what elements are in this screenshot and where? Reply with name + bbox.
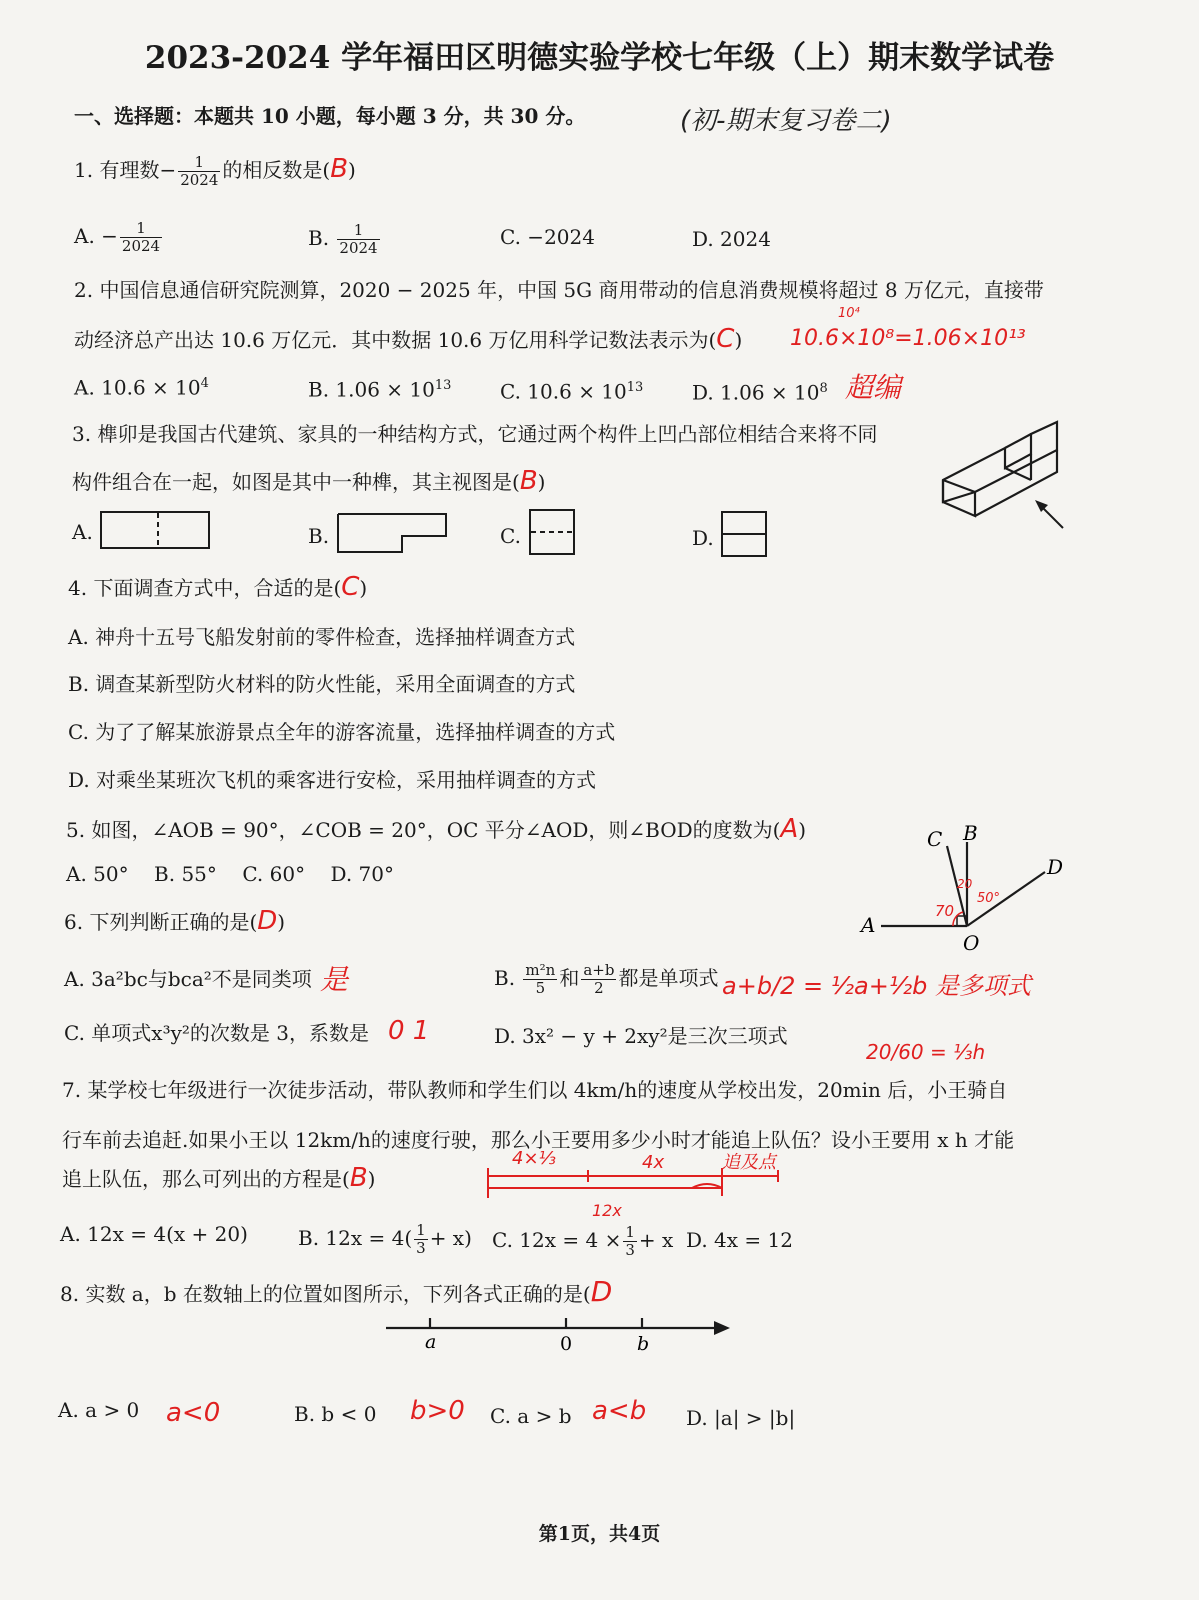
q7-close: )	[367, 1167, 376, 1191]
q2-note: 超编	[845, 371, 902, 404]
q6-opt-b-frac2	[581, 962, 616, 997]
q4-stem-text: 4. 下面调查方式中，合适的是(	[68, 576, 342, 600]
q1-answer: B	[330, 154, 349, 184]
q8-option-b: B. b < 0	[294, 1402, 377, 1426]
q1-option-a	[74, 220, 164, 255]
q1-opt-b-den: 2024	[339, 239, 378, 257]
q3-tenon-figure	[935, 420, 1075, 535]
q2-opt-d-base: D. 1.06 × 10	[692, 380, 820, 405]
q2-opt-a-exp: 4	[200, 376, 209, 391]
q6-answer: D	[257, 906, 278, 936]
q6-opt-b-frac1	[523, 962, 557, 997]
q7-line3-text: 追上队伍，那么可列出的方程是(	[62, 1167, 350, 1191]
q1-option-d: D. 2024	[692, 227, 771, 251]
q3-option-d-figure	[720, 510, 770, 560]
q1-opt-b-pre: B.	[308, 226, 336, 250]
q1-option-c: C. −2024	[500, 225, 595, 249]
q8-label-b: b	[637, 1333, 650, 1355]
q6-opt-b-post: 都是单项式	[618, 966, 719, 990]
q3-line1: 3. 榫卯是我国古代建筑、家具的一种结构方式，它通过两个构件上凹凸部位相结合来将不同	[72, 422, 878, 446]
q7-opt-b-pre: B. 12x = 4(	[298, 1226, 413, 1250]
q8-option-c-note: a<b	[592, 1396, 647, 1426]
q1-opt-a-den: 2024	[121, 237, 161, 255]
q1-fraction	[178, 154, 220, 189]
q8-axis-arrow-icon	[714, 1321, 730, 1335]
q5-stem	[66, 814, 807, 844]
q2-opt-c-base: C. 10.6 × 10	[500, 379, 627, 404]
q1-opt-b-num: 1	[337, 222, 379, 240]
q3-option-a-label: A.	[72, 520, 93, 544]
q8-stem	[60, 1275, 613, 1308]
q3-close: )	[537, 470, 546, 494]
q5-mark-70: 70	[935, 902, 955, 920]
q7-opt-c-den: 3	[625, 1241, 635, 1259]
q5-angle-figure	[855, 820, 1070, 955]
q6-option-a-note: 是	[320, 963, 349, 996]
q6-opt-b-f2-den: 2	[594, 979, 604, 997]
q6-option-c-note: 0 1	[388, 1016, 430, 1046]
q7-opt-b-frac	[414, 1222, 428, 1257]
q2-option-c	[500, 376, 643, 404]
q6-close: )	[277, 910, 286, 934]
q7-option-c	[492, 1224, 673, 1259]
q3-option-c-label: C.	[500, 524, 521, 548]
q1-stem	[74, 154, 356, 189]
q7-line3	[62, 1163, 376, 1193]
q5-label-a: A	[861, 913, 876, 937]
q4-option-d: D. 对乘坐某班次飞机的乘客进行安检，采用抽样调查的方式	[68, 768, 597, 792]
q1-frac-den: 2024	[180, 171, 219, 189]
q4-stem	[68, 572, 368, 602]
q1-close: )	[348, 158, 356, 182]
q7-opt-c-num: 1	[625, 1223, 635, 1241]
q7-option-a: A. 12x = 4(x + 20)	[60, 1222, 248, 1246]
q4-option-b: B. 调查某新型防火材料的防火性能，采用全面调查的方式	[68, 672, 576, 696]
q1-frac-num: 1	[178, 154, 220, 172]
q2-option-a	[74, 372, 209, 400]
q2-work-small: 10⁴	[838, 306, 860, 321]
section-heading: 一、选择题：本题共 10 小题，每小题 3 分，共 30 分。	[74, 104, 586, 128]
q7-opt-b-num: 1	[416, 1221, 426, 1239]
q4-close: )	[359, 576, 368, 600]
q8-label-a: a	[425, 1331, 437, 1353]
q7-sketch-bottom: 12x	[592, 1201, 622, 1220]
q2-option-d	[692, 377, 828, 405]
q5-label-c: C	[927, 827, 943, 851]
q6-opt-b-f2-num: a+b	[583, 961, 615, 979]
q1-opt-a-num: 1	[120, 220, 162, 238]
q7-sketch-seg1: 4×⅓	[512, 1148, 556, 1169]
q6-opt-b-f1-den: 5	[535, 979, 546, 997]
q8-option-a-note: a<0	[166, 1398, 221, 1428]
q1-option-b	[308, 222, 382, 257]
q2-work: 10.6×10⁸=1.06×10¹³	[790, 326, 1026, 351]
q7-opt-b-den: 3	[416, 1239, 426, 1257]
q5-mark-50: 50°	[977, 891, 1001, 906]
q3-option-c-figure	[528, 508, 578, 558]
q7-answer: B	[349, 1163, 368, 1193]
q4-answer: C	[341, 572, 360, 602]
q8-option-d: D. |a| > |b|	[686, 1406, 796, 1430]
q5-label-d: D	[1047, 855, 1064, 879]
q7-line2: 行车前去追赶.如果小王以 12km/h的速度行驶，那么小王要用多少小时才能追上队伍？设小王要用 x h 才能	[62, 1128, 1015, 1152]
q3-option-a-figure	[100, 511, 212, 551]
q7-opt-c-post: + x	[638, 1228, 674, 1252]
q6-opt-b-f1-num: m²n	[525, 961, 556, 979]
q5-stem-text: 5. 如图，∠AOB = 90°，∠COB = 20°，OC 平分∠AOD，则∠BOD的度数为(	[66, 818, 781, 842]
q5-label-b: B	[963, 821, 978, 845]
q8-answer: D	[590, 1275, 613, 1308]
q6-stem-text: 6. 下列判断正确的是(	[64, 910, 258, 934]
q8-option-b-note: b>0	[410, 1396, 465, 1426]
q2-option-b	[308, 374, 451, 402]
q6-opt-b-mid: 和	[559, 966, 580, 990]
q3-option-b-figure	[336, 512, 450, 554]
q5-mark-20: 20	[957, 877, 973, 891]
q1-opt-a-frac	[120, 220, 162, 255]
q8-label-zero: 0	[560, 1333, 573, 1355]
q7-opt-c-pre: C. 12x = 4 ×	[492, 1228, 622, 1252]
q4-option-c: C. 为了了解某旅游景点全年的游客流量，选择抽样调查的方式	[68, 720, 616, 744]
page-title: 2023-2024 学年福田区明德实验学校七年级（上）期末数学试卷	[144, 40, 1055, 76]
q6-option-b-note: a+b/2 = ½a+½b 是多项式	[722, 972, 1031, 1000]
q7-option-b	[298, 1222, 472, 1257]
q7-opt-c-frac	[623, 1224, 637, 1259]
q2-close: )	[734, 328, 743, 352]
q8-stem-text: 8. 实数 a，b 在数轴上的位置如图所示，下列各式正确的是(	[60, 1282, 591, 1306]
q3-arrow-icon	[1035, 500, 1063, 528]
q4-option-a: A. 神舟十五号飞船发射前的零件检查，选择抽样调查方式	[68, 625, 576, 649]
q1-opt-a-pre: A. −	[74, 224, 118, 248]
q8-option-c: C. a > b	[490, 1404, 572, 1428]
q3-answer: B	[519, 466, 538, 496]
q2-answer: C	[716, 324, 735, 354]
q3-option-d-label: D.	[692, 526, 714, 550]
q1-stem-pre: 1. 有理数−	[74, 158, 177, 182]
q3-option-b-label: B.	[308, 524, 330, 548]
q1-stem-post: 的相反数是(	[222, 158, 331, 182]
q5-close: )	[798, 818, 807, 842]
q2-opt-b-base: B. 1.06 × 10	[308, 377, 435, 402]
q6-option-d: D. 3x² − y + 2xy²是三次三项式	[494, 1024, 788, 1048]
q6-option-c: C. 单项式x³y²的次数是 3，系数是	[64, 1021, 369, 1045]
q5-label-o: O	[963, 931, 980, 955]
q6-opt-b-pre: B.	[494, 966, 522, 990]
q3-line2	[72, 466, 546, 496]
q8-number-line	[380, 1310, 740, 1360]
q5-options: A. 50° B. 55° C. 60° D. 70°	[66, 862, 394, 886]
q7-line1: 7. 某学校七年级进行一次徒步活动，带队教师和学生们以 4km/h的速度从学校出发，20min 后，小王骑自	[62, 1078, 1008, 1102]
q7-option-d: D. 4x = 12	[686, 1228, 793, 1252]
q7-opt-b-post: + x)	[429, 1226, 472, 1250]
handwritten-note: (初-期末复习卷二)	[680, 106, 892, 136]
q3-line2-text: 构件组合在一起，如图是其中一种榫，其主视图是(	[72, 470, 520, 494]
page-footer: 第1页，共4页	[538, 1523, 661, 1545]
q2-line1: 2. 中国信息通信研究院测算，2020 − 2025 年，中国 5G 商用带动的信息消费规模将超过 8 万亿元，直接带	[74, 278, 1044, 302]
q2-opt-c-exp: 13	[626, 380, 644, 395]
q7-sketch-seg2: 4x	[642, 1152, 665, 1173]
q1-opt-b-frac	[337, 222, 379, 257]
q6-stem	[64, 906, 286, 936]
q7-sketch	[482, 1140, 792, 1220]
q6-side-note: 20/60 = ⅓h	[866, 1040, 986, 1064]
q2-line2-text: 动经济总产出达 10.6 万亿元．其中数据 10.6 万亿用科学记数法表示为(	[74, 328, 717, 352]
q5-answer: A	[780, 814, 799, 844]
q7-sketch-end: 追及点	[722, 1152, 776, 1173]
q8-option-a: A. a > 0	[58, 1398, 140, 1422]
q2-opt-b-exp: 13	[434, 378, 452, 393]
q2-opt-d-exp: 8	[819, 381, 828, 396]
q6-option-a: A. 3a²bc与bca²不是同类项	[64, 967, 312, 991]
q6-option-b	[494, 962, 718, 997]
q2-line2	[74, 324, 743, 354]
q2-opt-a-base: A. 10.6 × 10	[74, 375, 201, 400]
